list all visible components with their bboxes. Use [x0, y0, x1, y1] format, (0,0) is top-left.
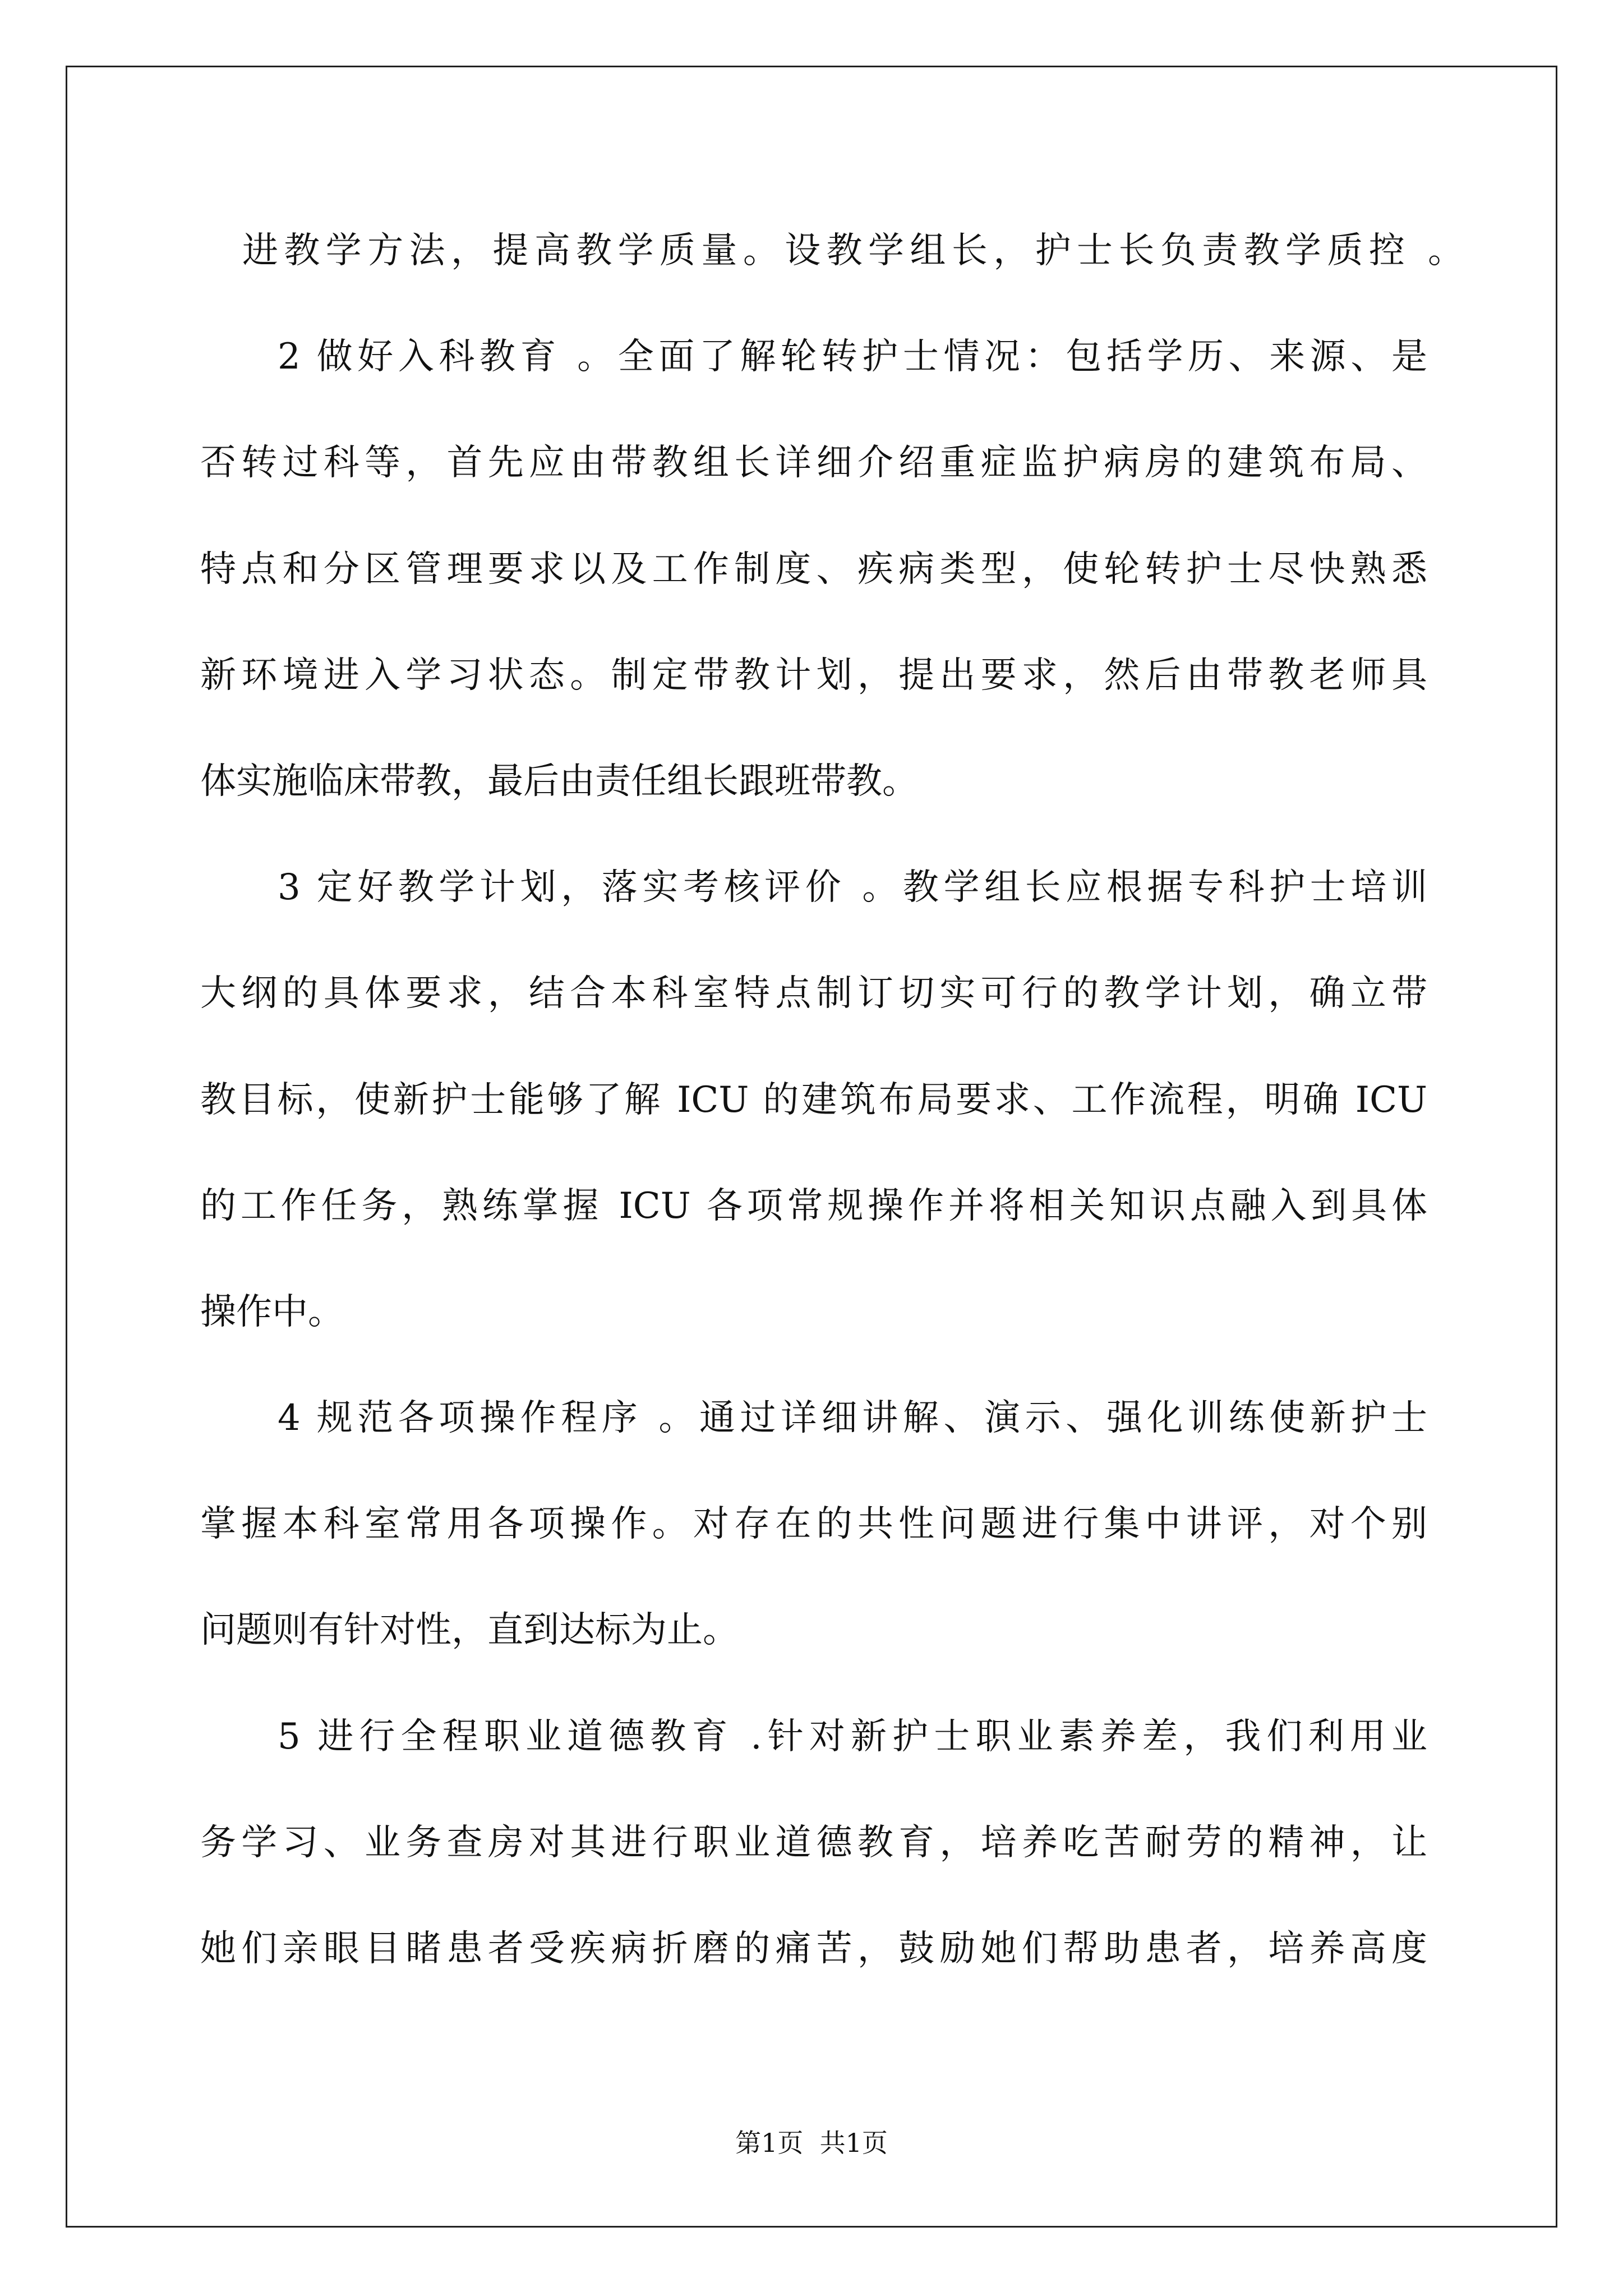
text-line: 教目标，使新护士能够了解 ICU 的建筑布局要求、工作流程，明确 ICU — [200, 1079, 1427, 1121]
text-line: 5 进行全程职业道德教育 .针对新护士职业素养差，我们利用业 — [278, 1715, 1427, 1757]
page-number-footer: 第1页 共1页 — [735, 2128, 888, 2158]
document-body — [0, 198, 1623, 2002]
text-line: 问题则有针对性，直到达标为止。 — [200, 1609, 739, 1651]
text-line: 掌握本科室常用各项操作。对存在的共性问题进行集中讲评，对个别 — [200, 1503, 1427, 1545]
text-line: 新环境进入学习状态。制定带教计划，提出要求，然后由带教老师具 — [200, 654, 1427, 696]
text-line: 大纲的具体要求，结合本科室特点制订切实可行的教学计划，确立带 — [200, 973, 1427, 1015]
text-line: 操作中。 — [200, 1291, 344, 1333]
text-line: 她们亲眼目睹患者受疾病折磨的痛苦，鼓励她们帮助患者，培养高度 — [200, 1928, 1427, 1970]
text-line: 否转过科等，首先应由带教组长详细介绍重症监护病房的建筑布局、 — [200, 442, 1427, 484]
text-line: 3 定好教学计划，落实考核评价 。教学组长应根据专科护士培训 — [278, 867, 1427, 909]
text-line: 务学习、业务查房对其进行职业道德教育，培养吃苦耐劳的精神，让 — [200, 1821, 1427, 1864]
text-line: 进教学方法，提高教学质量。设教学组长，护士长负责教学质控 。 — [242, 230, 1464, 272]
text-line: 的工作任务，熟练掌握 ICU 各项常规操作并将相关知识点融入到具体 — [200, 1185, 1427, 1227]
text-line: 4 规范各项操作程序 。通过详细讲解、演示、强化训练使新护士 — [278, 1397, 1427, 1439]
text-line: 特点和分区管理要求以及工作制度、疾病类型，使轮转护士尽快熟悉 — [200, 548, 1427, 590]
text-line: 2 做好入科教育 。全面了解轮转护士情况：包括学历、来源、是 — [278, 336, 1427, 378]
text-line: 体实施临床带教，最后由责任组长跟班带教。 — [200, 760, 918, 802]
